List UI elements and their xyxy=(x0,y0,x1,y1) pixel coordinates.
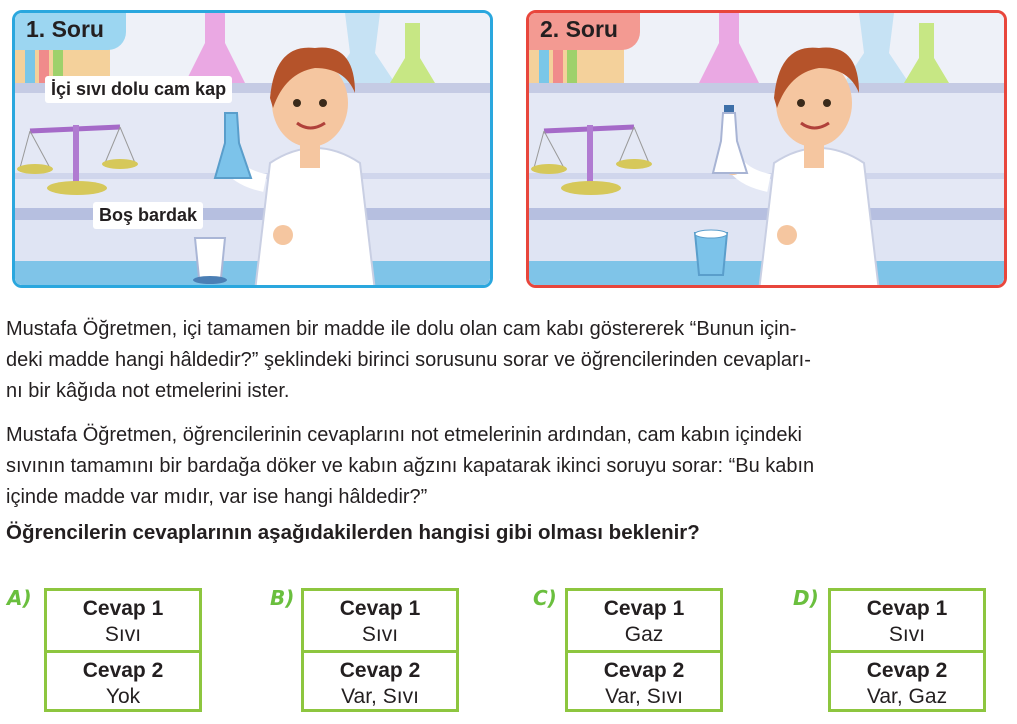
option-head: Cevap 1 xyxy=(866,597,948,620)
option-head: Cevap 1 xyxy=(82,597,164,620)
option-value: Var, Sıvı xyxy=(341,685,419,708)
option-b-letter: B) xyxy=(270,586,295,610)
vessel-label: İçi sıvı dolu cam kap xyxy=(45,76,232,103)
scene-panel-question-2 xyxy=(526,10,1007,288)
option-value: Var, Gaz xyxy=(866,685,948,708)
empty-cup-label: Boş bardak xyxy=(93,202,203,229)
paragraph-line: sıvının tamamını bir bardağa döker ve kabın ağzını kapatarak ikinci soruyu sorar: “Bu kabın xyxy=(6,455,815,477)
paragraph-line: nı bir kâğıda not etmelerini ister. xyxy=(6,380,290,402)
question-1-tag: 1. Soru xyxy=(12,10,126,50)
question-text: Öğrencilerin cevaplarının aşağıdakilerden hangisi gibi olması beklenir? xyxy=(6,521,700,544)
option-b-box[interactable] xyxy=(301,588,459,712)
paragraph-line: deki madde hangi hâldedir?” şeklindeki birinci sorusunu sorar ve öğrencilerinden cevapları- xyxy=(6,349,811,371)
paragraph-1 xyxy=(6,314,1010,407)
option-head: Cevap 2 xyxy=(82,659,164,682)
option-value: Var, Sıvı xyxy=(605,685,683,708)
option-value: Yok xyxy=(105,685,141,708)
option-value: Sıvı xyxy=(888,623,926,646)
drinking-glass-icon xyxy=(695,230,727,275)
option-value: Sıvı xyxy=(104,623,142,646)
question-2-tag: 2. Soru xyxy=(526,10,640,50)
lab-scene-illustration xyxy=(529,13,1007,288)
scene-panel-question-1 xyxy=(12,10,493,288)
option-value: Gaz xyxy=(624,623,664,646)
paragraph-line: Mustafa Öğretmen, öğrencilerinin cevaplarını not etmelerinin ardından, cam kabın içindeki xyxy=(6,424,802,446)
option-d-box[interactable] xyxy=(828,588,986,712)
option-c-letter: C) xyxy=(533,586,557,610)
paragraph-2 xyxy=(6,420,1010,513)
lab-scene-illustration xyxy=(15,13,493,288)
option-d-letter: D) xyxy=(793,586,819,610)
option-a-letter: A) xyxy=(7,586,32,610)
option-value: Sıvı xyxy=(361,623,399,646)
option-head: Cevap 2 xyxy=(866,659,948,682)
paragraph-line: Mustafa Öğretmen, içi tamamen bir madde ile dolu olan cam kabı göstererek “Bunun için- xyxy=(6,318,797,340)
drinking-glass-icon xyxy=(193,238,227,284)
paragraph-line: içinde madde var mıdır, var ise hangi hâldedir?” xyxy=(6,486,428,508)
option-head: Cevap 2 xyxy=(339,659,421,682)
option-head: Cevap 2 xyxy=(603,659,685,682)
option-a-box[interactable] xyxy=(44,588,202,712)
option-c-box[interactable] xyxy=(565,588,723,712)
option-head: Cevap 1 xyxy=(339,597,421,620)
option-head: Cevap 1 xyxy=(603,597,685,620)
